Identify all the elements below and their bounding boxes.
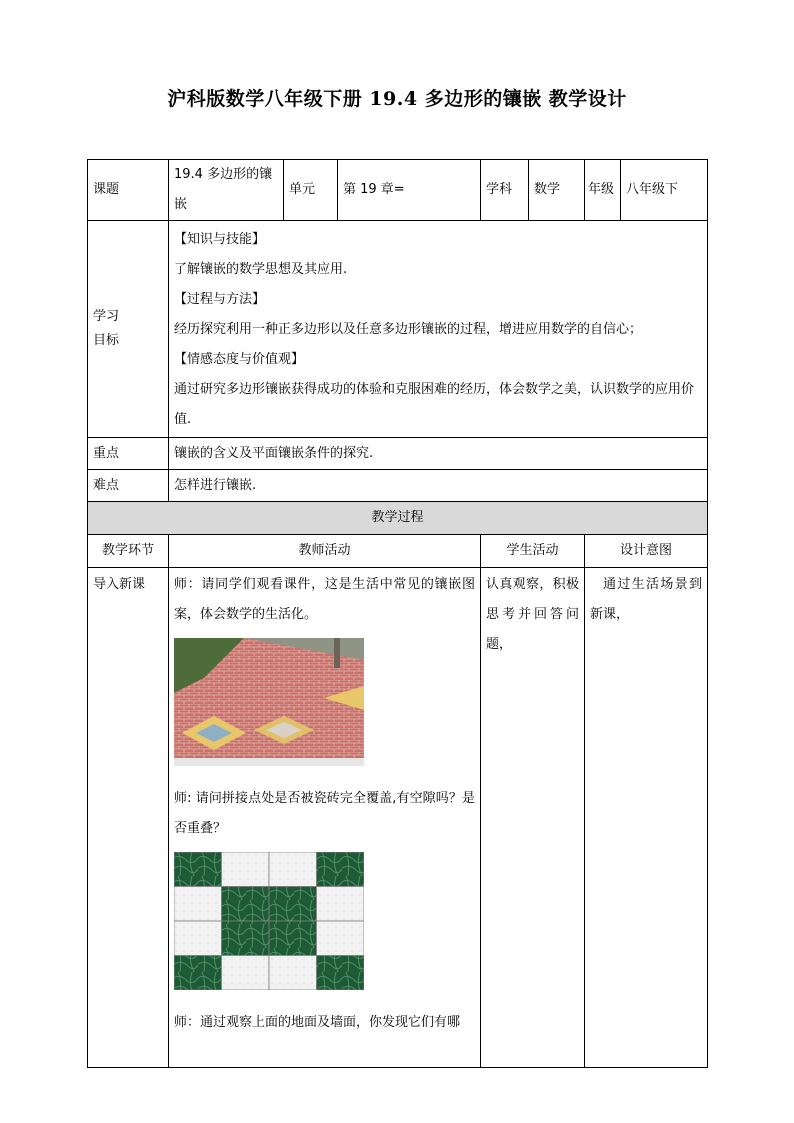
goal-heading-attitude: 【情感态度与价值观】 <box>174 352 305 367</box>
paving-photo <box>174 638 475 766</box>
goal-heading-knowledge: 【知识与技能】 <box>174 232 266 247</box>
topic-value: 19.4 多边形的镶嵌 <box>169 160 284 221</box>
topic-label: 课题 <box>88 160 169 221</box>
goal-text-attitude: 通过研究多边形镶嵌获得成功的体验和克服困难的经历，体会数学之美，认识数学的应用价 <box>174 382 695 397</box>
col-header-stage: 教学环节 <box>88 535 169 568</box>
difficulty-row <box>88 470 708 502</box>
goal-text-knowledge: 了解镶嵌的数学思想及其应用. <box>174 262 348 277</box>
col-header-teacher: 教师活动 <box>169 535 481 568</box>
process-header-row <box>88 502 708 535</box>
process-column-header-row <box>88 535 708 568</box>
design-intent-cell: 通过生活场景到新课， <box>585 568 708 1068</box>
marble-tile-grid-image <box>174 852 364 990</box>
difficulty-label: 难点 <box>88 470 169 502</box>
subject-label: 学科 <box>481 160 529 221</box>
unit-value: 第 19 章= <box>338 160 481 221</box>
grade-value: 八年级下 <box>621 160 708 221</box>
info-row <box>88 160 708 221</box>
goal-text-attitude-cont: 值. <box>174 412 192 427</box>
teacher-text-2: 师: 请问拼接点处是否被瓷砖完全覆盖,有空隙吗？是否重叠？ <box>174 791 475 836</box>
process-header: 教学过程 <box>88 502 708 535</box>
teacher-text-3: 师：通过观察上面的地面及墙面，你发现它们有哪 <box>174 1015 461 1030</box>
goal-heading-process: 【过程与方法】 <box>174 292 266 307</box>
unit-label: 单元 <box>284 160 338 221</box>
col-header-intent: 设计意图 <box>585 535 708 568</box>
teacher-activity-cell <box>169 568 481 1068</box>
subject-value: 数学 <box>529 160 585 221</box>
difficulty-value: 怎样进行镶嵌. <box>169 470 708 502</box>
stage-cell: 导入新课 <box>88 568 169 1068</box>
goals-label-line-1: 学习 <box>93 309 120 324</box>
key-point-value: 镶嵌的含义及平面镶嵌条件的探究. <box>169 438 708 470</box>
goals-label <box>88 221 169 438</box>
goals-content <box>169 221 708 438</box>
teacher-text-1: 师：请同学们观看课件，这是生活中常见的镶嵌图案，体会数学的生活化。 <box>174 577 475 622</box>
grade-label: 年级 <box>585 160 621 221</box>
process-row-intro <box>88 568 708 1068</box>
document-title: 沪科版数学八年级下册 19.4 多边形的镶嵌 教学设计 <box>167 88 627 110</box>
brick-pavement-image <box>174 638 364 766</box>
key-point-row <box>88 438 708 470</box>
goal-text-process: 经历探究利用一种正多边形以及任意多边形镶嵌的过程，增进应用数学的自信心； <box>174 322 643 337</box>
tile-photo <box>174 852 475 990</box>
key-point-label: 重点 <box>88 438 169 470</box>
goals-row <box>88 221 708 438</box>
goals-label-line-2: 目标 <box>93 333 120 348</box>
student-activity-cell: 认真观察，积极思考并回答问题， <box>481 568 585 1068</box>
col-header-student: 学生活动 <box>481 535 585 568</box>
lesson-plan-table <box>87 159 708 1068</box>
